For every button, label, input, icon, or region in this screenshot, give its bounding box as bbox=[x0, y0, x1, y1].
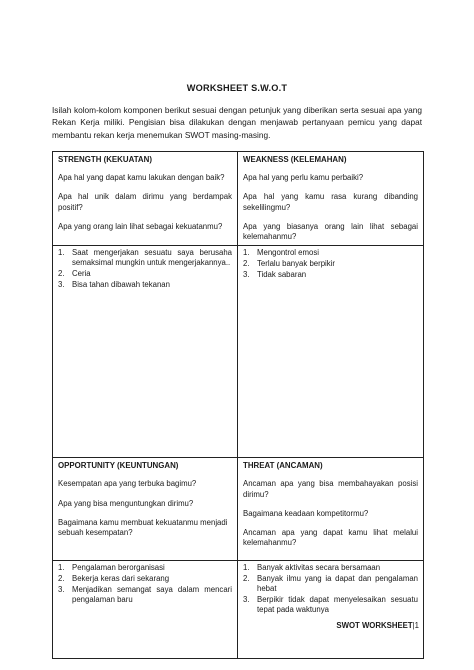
threat-question: Ancaman apa yang bisa membahayakan posisi dirimu? bbox=[243, 479, 418, 499]
threat-question-cell bbox=[238, 458, 424, 561]
page-number: 1 bbox=[414, 621, 419, 630]
weakness-question: Apa yang biasanya orang lain lihat sebagai kelemahanmu? bbox=[243, 221, 418, 242]
list-item: 1. Saat mengerjakan sesuatu saya berusaha semaksimal mungkin untuk mengerjakannya.. bbox=[58, 248, 232, 268]
threat-answer-list bbox=[243, 563, 418, 615]
opportunity-question: Kesempatan apa yang terbuka bagimu? bbox=[58, 479, 197, 489]
opportunity-question: Apa yang bisa menguntungkan dirimu? bbox=[58, 498, 194, 508]
list-item: 3. Bisa tahan dibawah tekanan bbox=[58, 279, 170, 289]
opportunity-header: OPPORTUNITY (KEUNTUNGAN) bbox=[58, 461, 179, 471]
list-item: 2. Terlalu banyak berpikir bbox=[243, 258, 336, 268]
intro-paragraph: Isilah kolom-kolom komponen berikut sesuai dengan petunjuk yang diberikan serta sesuai apa yang Rekan Kerja miliki. Pengisian bisa dilakukan dengan menjawab pertanyaan pemicu yang dapat membantu rekan kerja menemukan SWOT masing-masing. bbox=[52, 105, 422, 140]
question-row-bottom bbox=[53, 458, 424, 561]
swot-table bbox=[52, 151, 424, 659]
list-item: 3. Berpikir tidak dapat menyelesaikan sesuatu tepat pada waktunya bbox=[243, 595, 418, 615]
opportunity-question: Bagaimana kamu membuat kekuatanmu menjadi sebuah kesempatan? bbox=[58, 517, 228, 538]
threat-question: Bagaimana keadaan kompetitormu? bbox=[243, 508, 369, 518]
list-item: 1. Banyak aktivitas secara bersamaan bbox=[243, 563, 381, 573]
answer-row-bottom bbox=[53, 561, 424, 659]
strength-answer-list bbox=[58, 248, 232, 290]
strength-question: Apa yang orang lain lihat sebagai kekuatanmu? bbox=[58, 221, 223, 231]
threat-header: THREAT (ANCAMAN) bbox=[243, 461, 323, 471]
question-row-top bbox=[53, 152, 424, 246]
strength-question-cell bbox=[53, 152, 238, 246]
footer-separator: | bbox=[412, 621, 415, 630]
weakness-question: Apa hal yang kamu rasa kurang dibanding sekelilingmu? bbox=[243, 192, 418, 212]
list-item: 2. Bekerja keras dari sekarang bbox=[58, 574, 170, 584]
list-item: 1. Mengontrol emosi bbox=[243, 248, 319, 258]
page-footer bbox=[336, 621, 419, 630]
weakness-answer-list bbox=[243, 248, 418, 280]
weakness-header: WEAKNESS (KELEMAHAN) bbox=[243, 155, 347, 164]
list-item: 2. Ceria bbox=[58, 269, 91, 279]
threat-question: Ancaman apa yang dapat kamu lihat melalui kelemahanmu? bbox=[243, 528, 418, 548]
list-item: 2. Banyak ilmu yang ia dapat dan pengalaman hebat bbox=[243, 574, 418, 594]
opportunity-answer-list bbox=[58, 563, 232, 605]
footer-label: SWOT WORKSHEET bbox=[336, 621, 413, 630]
weakness-question-cell bbox=[238, 152, 424, 246]
weakness-question: Apa hal yang perlu kamu perbaiki? bbox=[243, 173, 364, 183]
opportunity-answer-cell bbox=[53, 561, 238, 659]
list-item: 3. Tidak sabaran bbox=[243, 269, 307, 279]
worksheet-title: WORKSHEET S.W.O.T bbox=[186, 83, 288, 93]
strength-question: Apa hal unik dalam dirimu yang berdampak positif? bbox=[58, 192, 232, 212]
list-item: 1. Pengalaman berorganisasi bbox=[58, 563, 165, 573]
opportunity-question-cell bbox=[53, 458, 238, 561]
answer-row-top bbox=[53, 246, 424, 458]
threat-answer-cell bbox=[238, 561, 424, 659]
strength-question: Apa hal yang dapat kamu lakukan dengan baik? bbox=[58, 173, 225, 183]
list-item: 3. Menjadikan semangat saya dalam mencari pengalaman baru bbox=[58, 584, 232, 605]
strength-header: STRENGTH (KEKUATAN) bbox=[58, 155, 152, 164]
weakness-answer-cell bbox=[238, 246, 424, 458]
strength-answer-cell bbox=[53, 246, 238, 458]
